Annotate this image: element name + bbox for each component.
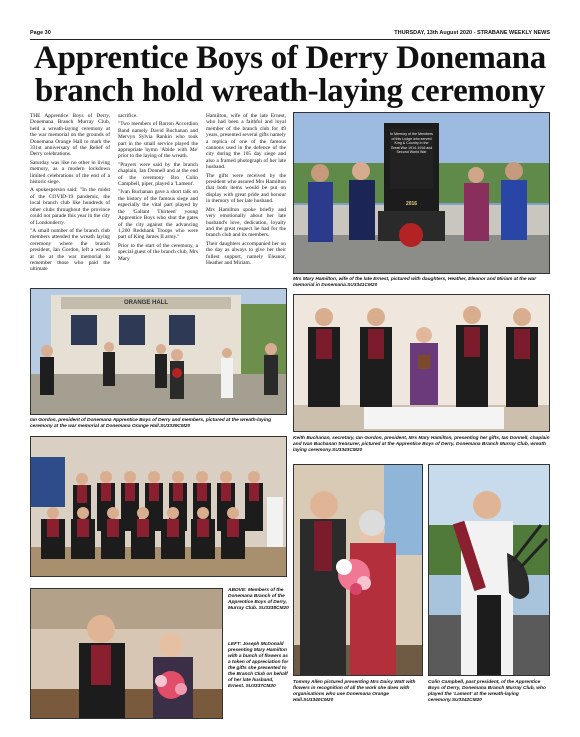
gifts-scene	[294, 295, 550, 432]
hall-sign: ORANGE HALL	[124, 300, 168, 306]
caption-hall: Ian Gordon, president of Donemana Apprentice Boys of Derry and members, pictured at the wreath-laying ceremony at the war memorial at Donemana Orange Hall.SU3339CM20	[30, 418, 272, 429]
caption-members: ABOVE: Members of the Donemana Branch of the Apprentice Boys of Derry, Murray Club. SU3338CM20	[228, 588, 289, 611]
paragraph: Mrs Hamilton spoke briefly and very emotionally about her late husband's love, dedication, loyalty and the great respect he had for the branch club and its members.	[206, 206, 286, 239]
caption-memorial: Mrs Mary Hamilton, wife of the late Ernest, pictured with daughters, Heather, Eleanor and Miriam at the war memorial in Donemana.SU3341CM20	[293, 277, 537, 288]
paragraph: "Prayers were said by the branch chaplain, Ian Donnell and at the end of the ceremony Bro Colin Campbell, piper, played a 'Lament'.	[118, 161, 198, 188]
article-column-2	[118, 113, 198, 264]
paragraph: "Two members of Barron Accordion Band namely David Buchanan and Mervyn Sylvia Rankin who took part in the small service played the appropriate hymn 'Abide with Me' prior to the laying of the wreath.	[118, 121, 198, 160]
dateline: THURSDAY, 13th August 2020 - STRABANE WEEKLY NEWS	[394, 30, 550, 36]
photo-members	[30, 436, 287, 577]
piper-scene	[429, 465, 550, 676]
doris-scene	[294, 465, 423, 676]
caption-piper: Colin Campbell, past president, of the Apprentice Boys of Derry, Donemana Branch Murray Club, who played the 'Lament' at the wreath-laying ceremony.SU3342CM20	[428, 680, 546, 703]
memorial-year: 2016	[405, 201, 418, 207]
photo-flowers	[30, 588, 223, 719]
caption-flowers: LEFT: Joseph McDonald presenting Mary Hamilton with a bunch of flowers as a token of appreciation for the gifts she presented to the Branch Club on behalf of her late husband, Ernest. SU3337CM20	[228, 642, 289, 689]
paragraph: THE Apprentice Boys of Derry, Donemana Branch Murray Club, held a wreath-laying ceremony at the war memorial on the grounds of Donemana Orange Hall to mark the 331st anniversary of the Relief of Derry celebrations.	[30, 113, 110, 158]
paragraph: The gifts were received by the president who assured Mrs Hamilton that both items would be put on display with great pride and honour in memory of her late husband.	[206, 172, 286, 205]
paragraph: A spokesperson said: "In the midst of the COVID-19 pandemic, the local branch club like hundreds of other clubs throughout the province could not parade this year in the city of Londonderry.	[30, 187, 110, 226]
paragraph: "A small number of the branch club members attended the wreath laying ceremony where the branch president, Ian Gordon, left a wreath at the at the war memorial to remember those who paid the ultimate	[30, 227, 110, 273]
members-scene	[31, 437, 287, 577]
paragraph: "Ivan Buchanan gave a short talk on the history of the famous siege and especially the vital part played by the 'Gallant Thirteen' young Apprentice Boys who shut the gates of the city against the advancing 1,200 Redshank Troops who were part of King James II army."	[118, 189, 198, 241]
paragraph: Hamilton, wife of the late Ernest, who had been a faithful and loyal member of the branch club for 49 years, presented several gifts namely a replica of one of the famous cannons used in the defence of the city during the 105 day siege and also a framed photograph of her late husband.	[206, 113, 286, 171]
article-column-3	[206, 113, 286, 268]
headline	[30, 42, 550, 108]
photo-doris	[293, 464, 423, 676]
memorial-plaque-text: In Memory of the Members of this Lodge who served King & Country in the Great War 1914-1918 and Second World War	[390, 132, 433, 155]
caption-doris: Tommy Allen pictured presenting Mrs Daisy Watt with flowers in recognition of all the work she does with organisations who use Donemana Orange Hall.SU3340CM20	[293, 680, 416, 703]
photo-gifts	[293, 294, 550, 432]
page-number: Page 30	[30, 30, 51, 36]
photo-piper	[428, 464, 550, 676]
headline-line-2: branch hold wreath-laying ceremony	[34, 73, 546, 109]
paragraph: Prior to the start of the ceremony, a special guest of the branch club, Mrs Mary	[118, 242, 198, 262]
headline-line-1: Apprentice Boys of Derry Donemana	[34, 40, 546, 76]
caption-gifts: Keith Buchanan, secretary, Ian Gordon, president, Mrs Mary Hamilton, presenting her gifts, Ian Donnell, chaplain and Ivan Buchanan treasurer, pictured at the Apprentice Boys of Derry, Donemana Branch Murray Club, wreath laying ceremony.SU3343CM20	[293, 436, 550, 453]
paragraph: Their daughters accompanied her on the day as always to give her their fullest support, namely Eleanor, Heather and Miriam.	[206, 240, 286, 266]
flowers-scene	[31, 589, 223, 719]
photo-memorial	[293, 112, 550, 274]
photo-hall	[30, 288, 287, 415]
paragraph: sacrifice.	[118, 113, 138, 119]
article-column-1	[30, 113, 110, 275]
paragraph: Saturday was like no other in living memory, as a modern lockdown limited celebrations of the end of a historic siege.	[30, 159, 110, 186]
